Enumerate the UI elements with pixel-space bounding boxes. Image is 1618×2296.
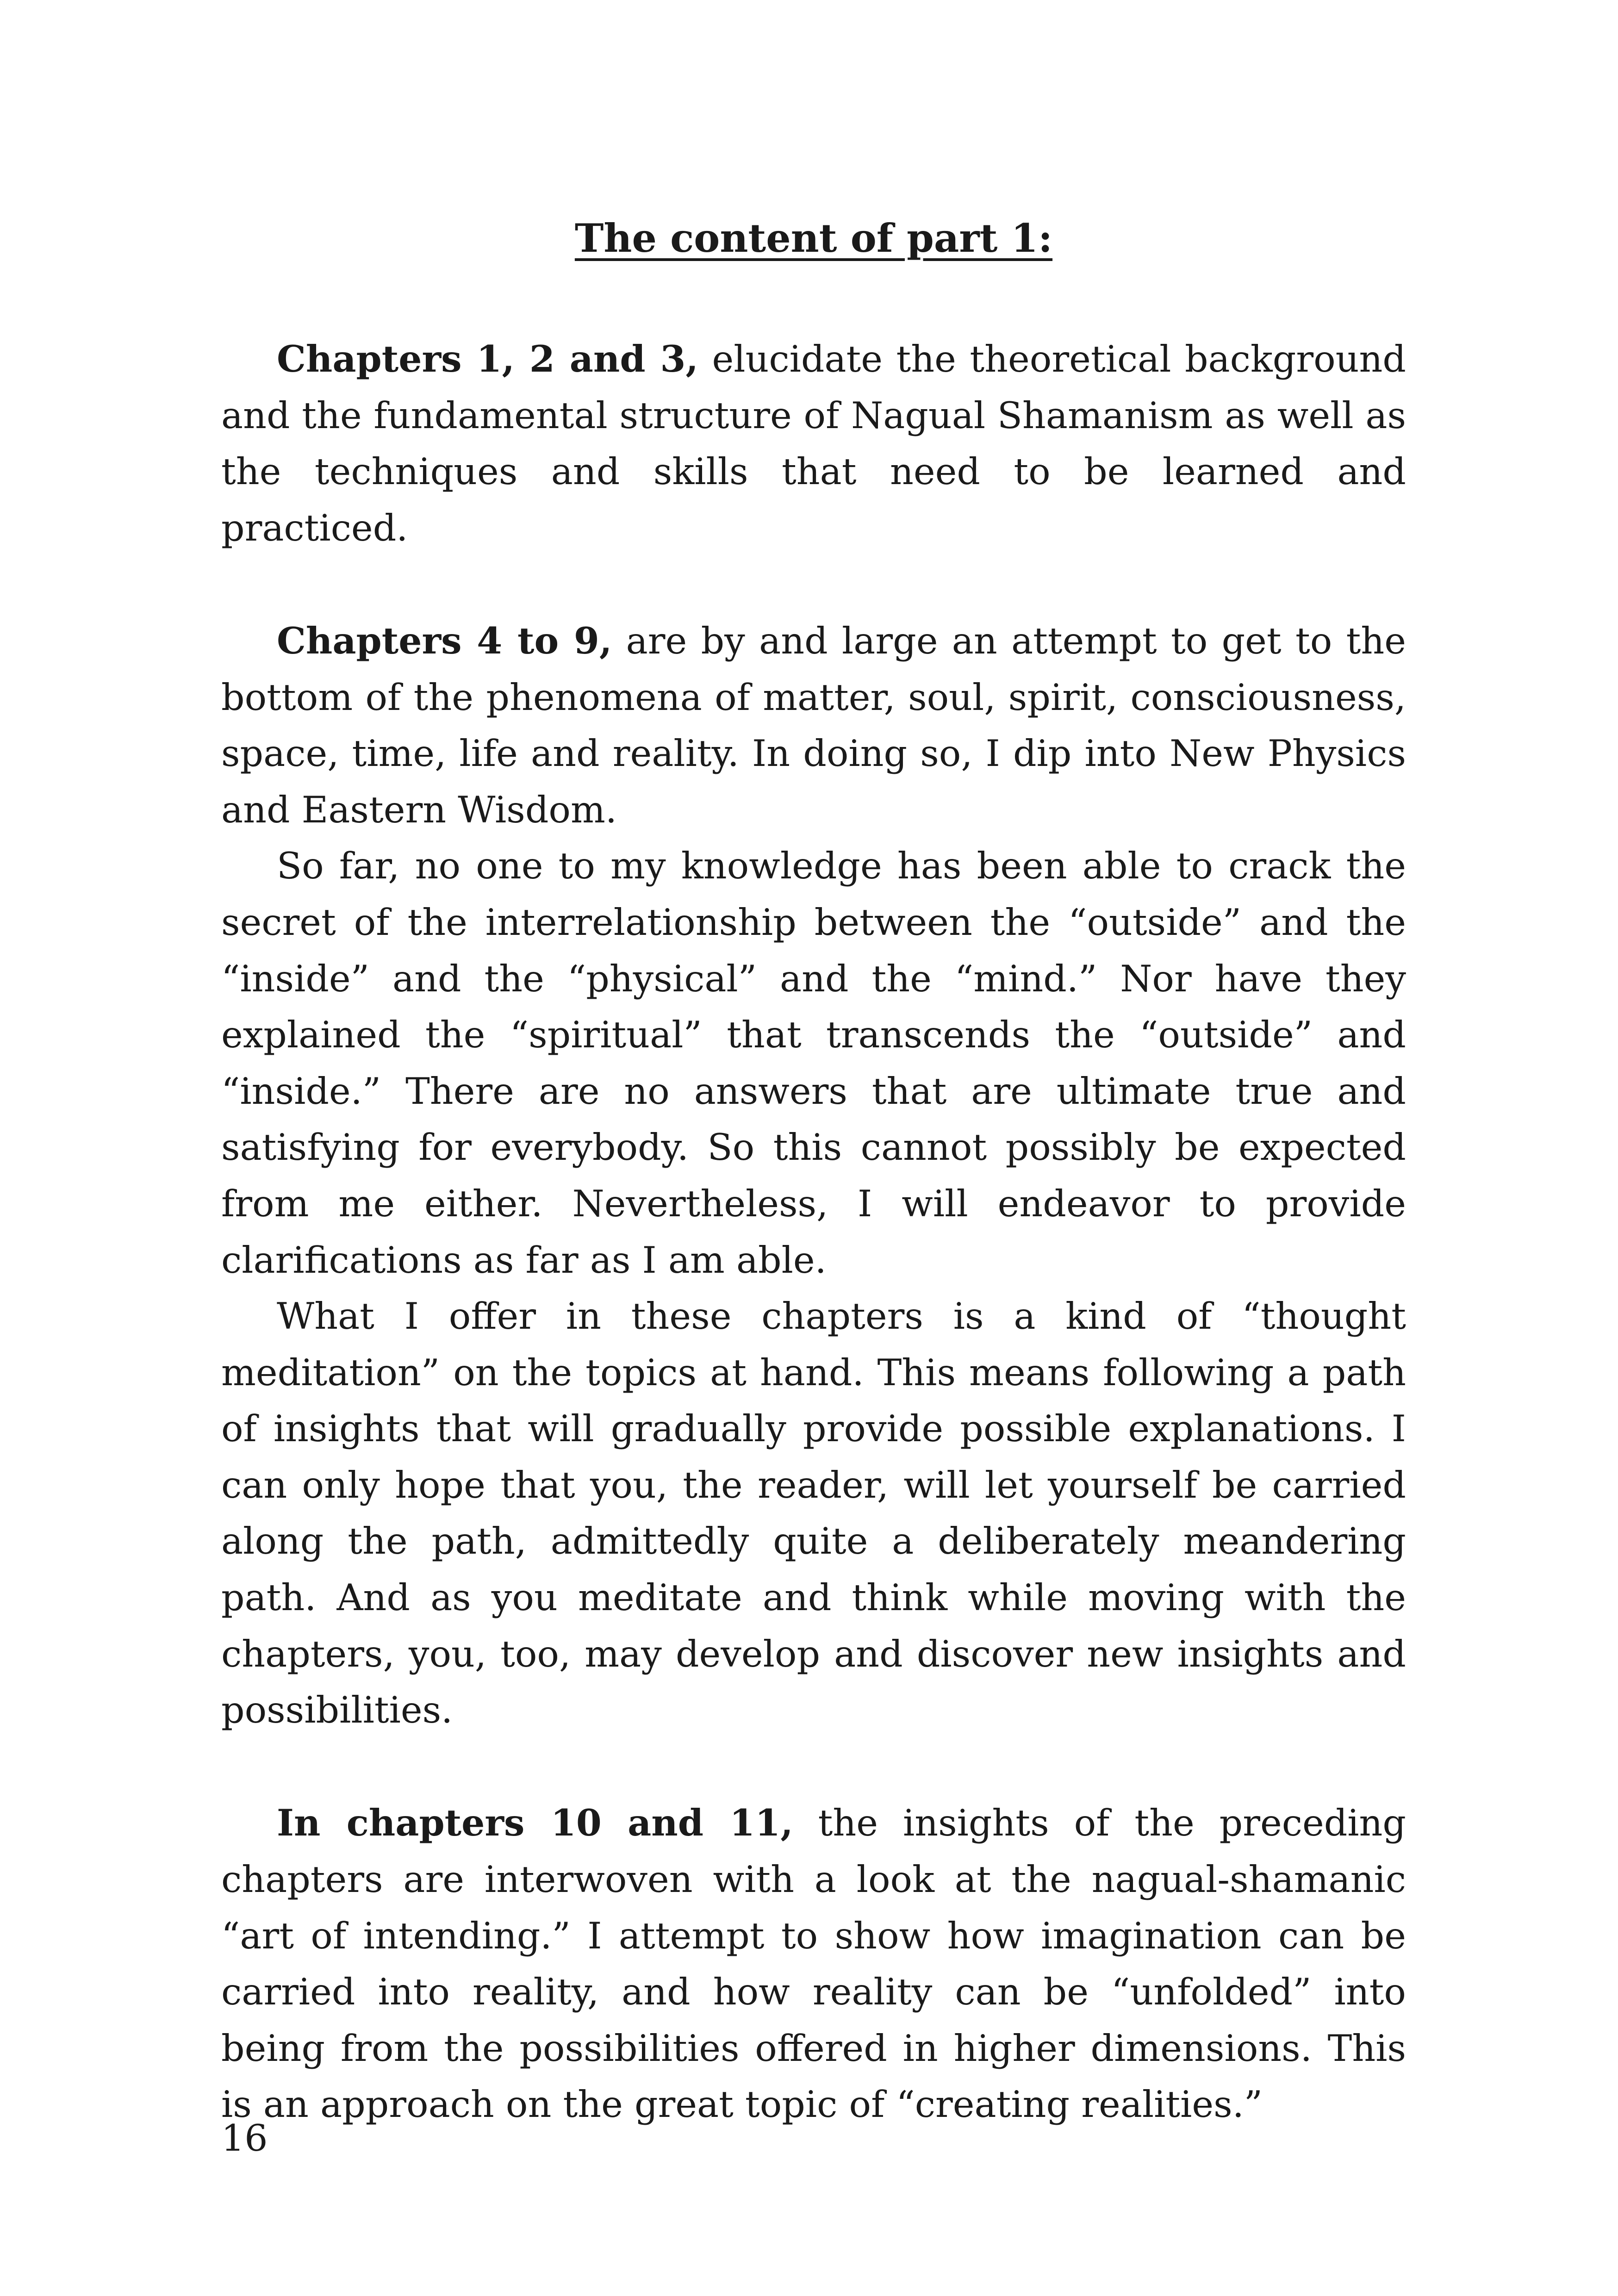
paragraph-so-far [221, 838, 1406, 1288]
paragraph-text: What I offer in these chapters is a kind of “thought meditation” on the topics at hand. This means following a path of insights that will gradually provide possible explanations. I can only hope that you, the reader, will let yourself be carried along the path, admittedly quite a deliberately meandering path. And as you meditate and think while moving with the chapters, you, too, may develop and discover new insights and possibilities. [221, 1295, 1406, 1732]
paragraph-text: elucidate the theoretical background and the fundamental structure of Nagual Shamanism as well as the techniques and skills that need to be learned and practiced. [221, 338, 1406, 549]
paragraph-chapters-1-3 [221, 331, 1406, 556]
page-number: 16 [221, 2117, 268, 2159]
paragraph-chapters-4-9 [221, 613, 1406, 838]
paragraph-lead: In chapters 10 and 11, [277, 1801, 793, 1845]
paragraph-text: are by and large an attempt to get to the bottom of the phenomena of matter, soul, spirit, consciousness, space, time, life and reality. In doing so, I dip into New Physics and Eastern Wisdom. [221, 619, 1406, 831]
paragraph-lead: Chapters 4 to 9, [277, 619, 612, 662]
paragraph-chapters-10-11 [221, 1795, 1406, 2133]
paragraph-what-i-offer [221, 1288, 1406, 1739]
paragraph-text: So far, no one to my knowledge has been able to crack the secret of the interrelationship between the “outside” and the “inside” and the “physical” and the “mind.” Nor have they explained the “spiritual” that transcends the “outside” and “inside.” There are no answers that are ultimate true and satisfying for everybody. So this cannot possibly be expected from me either. Nevertheless, I will endeavor to provide clarifications as far as I am able. [221, 845, 1406, 1282]
section-heading: The content of part 1: [574, 215, 1053, 261]
paragraph-lead: Chapters 1, 2 and 3, [277, 337, 698, 380]
body-text [221, 331, 1406, 2133]
paragraph-text: the insights of the preceding chapters are interwoven with a look at the nagual-shamanic “art of intending.” I attempt to show how imagination can be carried into reality, and how reality can be “unfolded” into being from the possibilities offered in higher dimensions. This is an approach on the great topic of “creating realities.” [221, 1802, 1406, 2126]
